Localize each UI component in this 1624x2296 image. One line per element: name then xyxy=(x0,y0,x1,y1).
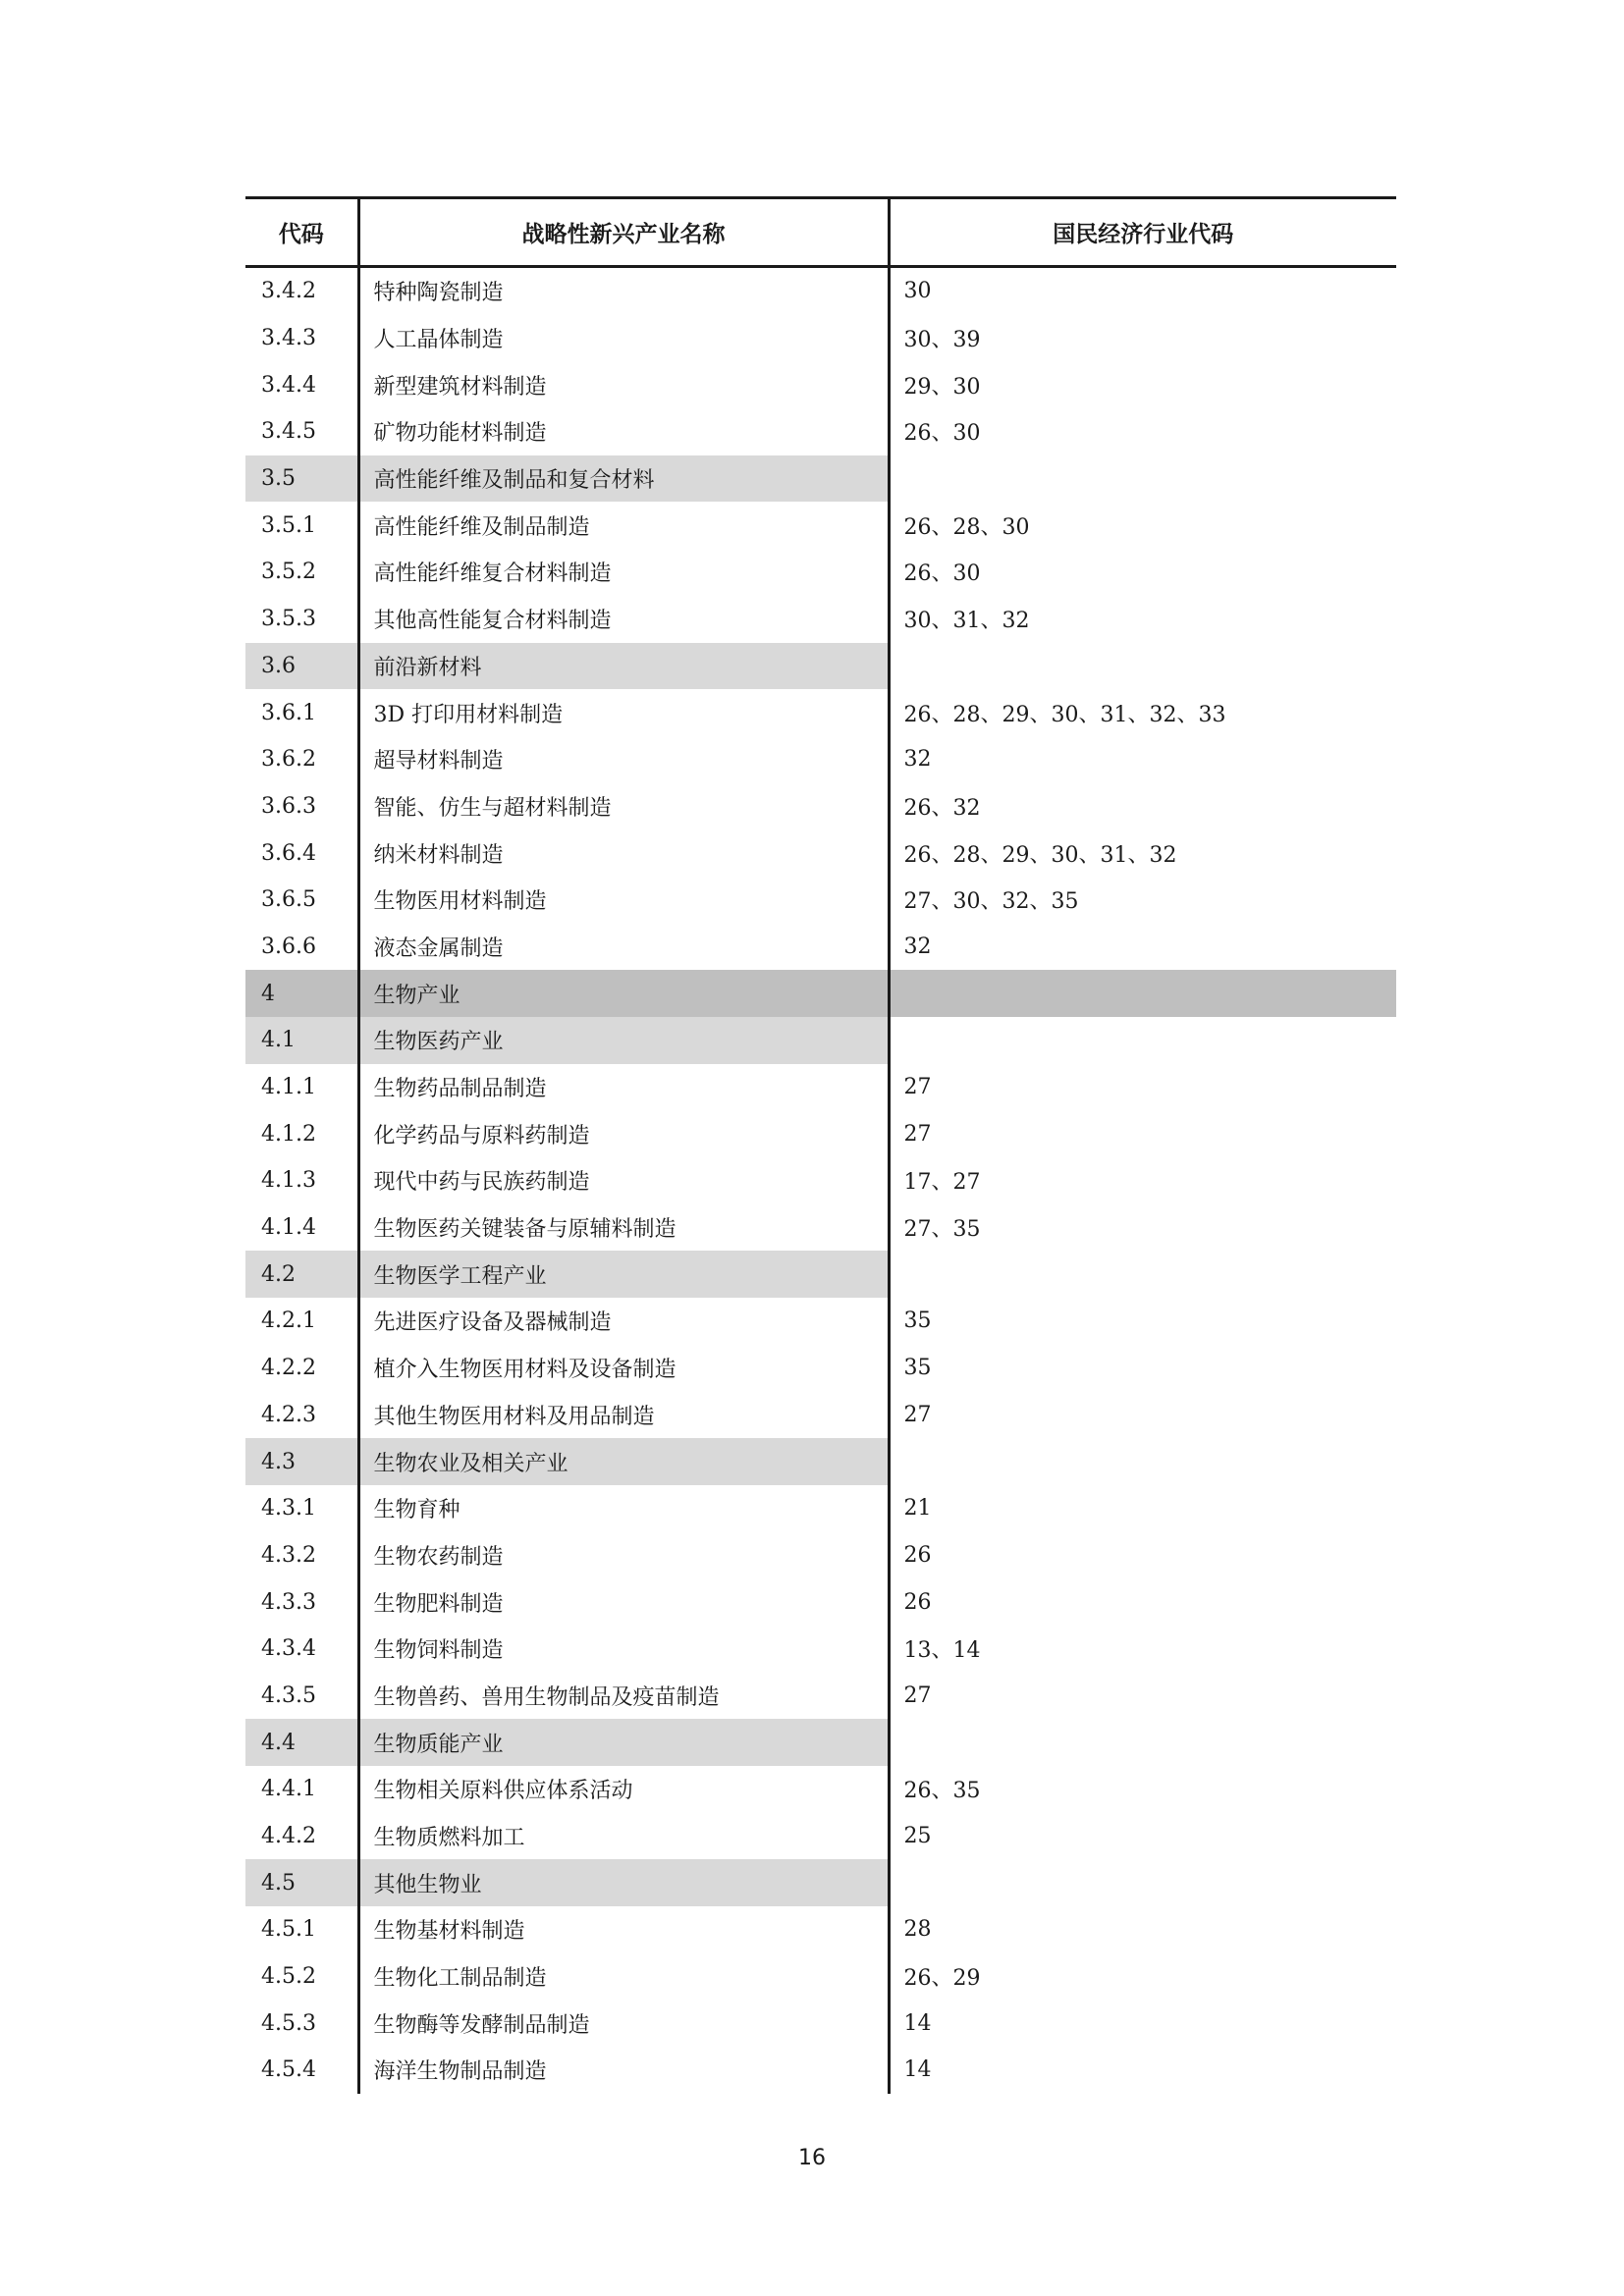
row-code: 3.6.1 xyxy=(245,689,358,736)
row-industry-code: 26 xyxy=(903,1542,932,1568)
row-code: 4.2 xyxy=(245,1251,358,1298)
row-name: 生物医药产业 xyxy=(358,1017,889,1064)
row-code: 4.5.3 xyxy=(245,2000,358,2047)
row-code: 4.5 xyxy=(245,1859,358,1906)
row-industry-code xyxy=(889,1438,1396,1485)
row-code: 4.5.1 xyxy=(245,1906,358,1953)
table-row xyxy=(245,549,1396,596)
row-code: 4.4.2 xyxy=(245,1813,358,1860)
table-row xyxy=(245,1064,1396,1111)
row-industry-code: 30、39 xyxy=(903,328,981,353)
row-industry-code: 35 xyxy=(903,1308,932,1334)
row-name: 生物医学工程产业 xyxy=(358,1251,889,1298)
table-row xyxy=(245,1532,1396,1579)
table-row xyxy=(245,1578,1396,1626)
row-code: 3.5 xyxy=(245,455,358,503)
table-row xyxy=(245,1906,1396,1953)
row-industry-code: 30 xyxy=(903,279,932,304)
table-row xyxy=(245,315,1396,362)
table-row xyxy=(245,408,1396,455)
row-industry-code: 26、28、30 xyxy=(903,514,1030,540)
row-code: 4.2.3 xyxy=(245,1392,358,1439)
subcategory-row xyxy=(245,1859,1396,1906)
row-name: 新型建筑材料制造 xyxy=(358,361,889,408)
row-industry-code: 27 xyxy=(903,1121,932,1147)
row-code: 4.3.3 xyxy=(245,1578,358,1626)
subcategory-row xyxy=(245,1251,1396,1298)
row-code: 3.6.2 xyxy=(245,736,358,783)
row-name: 生物育种 xyxy=(358,1485,889,1532)
row-name: 生物饲料制造 xyxy=(358,1626,889,1673)
row-name: 超导材料制造 xyxy=(358,736,889,783)
table-row xyxy=(245,502,1396,549)
table-row xyxy=(245,1813,1396,1860)
row-name: 智能、仿生与超材料制造 xyxy=(358,783,889,830)
subcategory-row xyxy=(245,1017,1396,1064)
row-code: 3.4.4 xyxy=(245,361,358,408)
row-name: 液态金属制造 xyxy=(358,924,889,971)
row-code: 4.4 xyxy=(245,1719,358,1766)
table-row xyxy=(245,267,1396,315)
row-industry-code: 26、28、29、30、31、32 xyxy=(903,842,1177,868)
row-industry-code xyxy=(889,643,1396,690)
row-code: 3.4.3 xyxy=(245,315,358,362)
row-code: 3.4.2 xyxy=(245,267,358,315)
row-industry-code: 27 xyxy=(903,1075,932,1100)
row-industry-code: 26、28、29、30、31、32、33 xyxy=(903,702,1226,727)
row-industry-code: 29、30 xyxy=(903,374,981,400)
row-code: 4.3.2 xyxy=(245,1532,358,1579)
row-industry-code: 25 xyxy=(903,1824,932,1849)
row-code: 3.6.4 xyxy=(245,829,358,877)
row-name: 高性能纤维复合材料制造 xyxy=(358,549,889,596)
row-code: 4.1.3 xyxy=(245,1157,358,1204)
row-code: 3.6.5 xyxy=(245,877,358,924)
table-row xyxy=(245,689,1396,736)
row-code: 4.2.1 xyxy=(245,1298,358,1345)
row-code: 4.2.2 xyxy=(245,1345,358,1392)
row-industry-code xyxy=(889,970,1396,1017)
category-row xyxy=(245,970,1396,1017)
row-name: 生物药品制品制造 xyxy=(358,1064,889,1111)
row-name: 矿物功能材料制造 xyxy=(358,408,889,455)
row-name: 3D 打印用材料制造 xyxy=(358,689,889,736)
row-industry-code: 26、30 xyxy=(903,421,981,447)
industry-code-table xyxy=(245,196,1396,2094)
row-name: 生物酶等发酵制品制造 xyxy=(358,2000,889,2047)
row-code: 3.4.5 xyxy=(245,408,358,455)
row-code: 3.5.1 xyxy=(245,502,358,549)
row-industry-code: 32 xyxy=(903,747,932,773)
row-name: 其他生物医用材料及用品制造 xyxy=(358,1392,889,1439)
row-name: 先进医疗设备及器械制造 xyxy=(358,1298,889,1345)
table-row xyxy=(245,829,1396,877)
row-industry-code: 27 xyxy=(903,1402,932,1427)
row-name: 其他高性能复合材料制造 xyxy=(358,596,889,643)
row-name: 植介入生物医用材料及设备制造 xyxy=(358,1345,889,1392)
row-name: 生物医药关键装备与原辅料制造 xyxy=(358,1204,889,1252)
row-name: 生物农业及相关产业 xyxy=(358,1438,889,1485)
row-name: 纳米材料制造 xyxy=(358,829,889,877)
row-code: 4.5.2 xyxy=(245,1953,358,2001)
table-row xyxy=(245,1157,1396,1204)
row-industry-code: 26、32 xyxy=(903,795,981,821)
row-name: 生物产业 xyxy=(358,970,889,1017)
row-name: 生物质燃料加工 xyxy=(358,1813,889,1860)
row-code: 4.3.4 xyxy=(245,1626,358,1673)
row-code: 4.4.1 xyxy=(245,1766,358,1813)
table-row xyxy=(245,924,1396,971)
row-name: 生物相关原料供应体系活动 xyxy=(358,1766,889,1813)
table-row xyxy=(245,1110,1396,1157)
row-name: 其他生物业 xyxy=(358,1859,889,1906)
row-industry-code: 14 xyxy=(903,2057,932,2083)
row-industry-code: 32 xyxy=(903,934,932,959)
row-code: 3.6.6 xyxy=(245,924,358,971)
table-row xyxy=(245,361,1396,408)
table-row xyxy=(245,783,1396,830)
row-name: 生物医用材料制造 xyxy=(358,877,889,924)
row-industry-code: 28 xyxy=(903,1917,932,1943)
subcategory-row xyxy=(245,1438,1396,1485)
row-name: 生物质能产业 xyxy=(358,1719,889,1766)
row-name: 海洋生物制品制造 xyxy=(358,2047,889,2094)
table-row xyxy=(245,1345,1396,1392)
row-code: 4.3.1 xyxy=(245,1485,358,1532)
table-row xyxy=(245,1392,1396,1439)
row-name: 高性能纤维及制品和复合材料 xyxy=(358,455,889,503)
row-industry-code: 35 xyxy=(903,1356,932,1381)
row-code: 3.6.3 xyxy=(245,783,358,830)
subcategory-row xyxy=(245,455,1396,503)
row-industry-code xyxy=(889,1017,1396,1064)
row-name: 高性能纤维及制品制造 xyxy=(358,502,889,549)
row-code: 3.6 xyxy=(245,643,358,690)
row-industry-code: 27、35 xyxy=(903,1217,981,1243)
row-code: 4.1.2 xyxy=(245,1110,358,1157)
row-industry-code: 26、30 xyxy=(903,561,981,587)
table-row xyxy=(245,2000,1396,2047)
row-name: 前沿新材料 xyxy=(358,643,889,690)
table-row xyxy=(245,1766,1396,1813)
row-name: 生物肥料制造 xyxy=(358,1578,889,1626)
row-code: 3.5.3 xyxy=(245,596,358,643)
row-code: 4.1.4 xyxy=(245,1204,358,1252)
row-code: 4.1.1 xyxy=(245,1064,358,1111)
row-industry-code xyxy=(889,1251,1396,1298)
header-industry-code: 国民经济行业代码 xyxy=(889,198,1396,267)
row-name: 人工晶体制造 xyxy=(358,315,889,362)
row-industry-code: 14 xyxy=(903,2010,932,2036)
table-row xyxy=(245,1298,1396,1345)
row-name: 化学药品与原料药制造 xyxy=(358,1110,889,1157)
row-code: 4.5.4 xyxy=(245,2047,358,2094)
row-industry-code: 26、35 xyxy=(903,1779,981,1804)
row-industry-code: 27、30、32、35 xyxy=(903,889,1079,915)
row-code: 4 xyxy=(245,970,358,1017)
table-row xyxy=(245,596,1396,643)
subcategory-row xyxy=(245,1719,1396,1766)
row-industry-code: 30、31、32 xyxy=(903,609,1030,634)
row-code: 4.3 xyxy=(245,1438,358,1485)
row-industry-code xyxy=(889,1719,1396,1766)
row-industry-code: 26、29 xyxy=(903,1966,981,1992)
row-code: 4.3.5 xyxy=(245,1673,358,1720)
row-name: 现代中药与民族药制造 xyxy=(358,1157,889,1204)
table-row xyxy=(245,1204,1396,1252)
table-row xyxy=(245,877,1396,924)
row-industry-code: 21 xyxy=(903,1496,932,1522)
row-industry-code xyxy=(889,455,1396,503)
table-body xyxy=(245,267,1396,2094)
subcategory-row xyxy=(245,643,1396,690)
row-code: 3.5.2 xyxy=(245,549,358,596)
table-row xyxy=(245,1626,1396,1673)
table-row xyxy=(245,1673,1396,1720)
row-name: 生物农药制造 xyxy=(358,1532,889,1579)
row-industry-code: 26 xyxy=(903,1589,932,1615)
row-name: 生物化工制品制造 xyxy=(358,1953,889,2001)
row-industry-code: 13、14 xyxy=(903,1638,981,1664)
header-name: 战略性新兴产业名称 xyxy=(358,198,889,267)
row-name: 特种陶瓷制造 xyxy=(358,267,889,315)
table-header-row xyxy=(245,198,1396,267)
row-name: 生物兽药、兽用生物制品及疫苗制造 xyxy=(358,1673,889,1720)
page-number: 16 xyxy=(798,2146,826,2170)
table-row xyxy=(245,1485,1396,1532)
row-code: 4.1 xyxy=(245,1017,358,1064)
header-code: 代码 xyxy=(245,198,358,267)
row-industry-code: 17、27 xyxy=(903,1170,981,1196)
row-industry-code: 27 xyxy=(903,1682,932,1708)
row-name: 生物基材料制造 xyxy=(358,1906,889,1953)
table-row xyxy=(245,736,1396,783)
table-row xyxy=(245,2047,1396,2094)
row-industry-code xyxy=(889,1859,1396,1906)
table-row xyxy=(245,1953,1396,2001)
